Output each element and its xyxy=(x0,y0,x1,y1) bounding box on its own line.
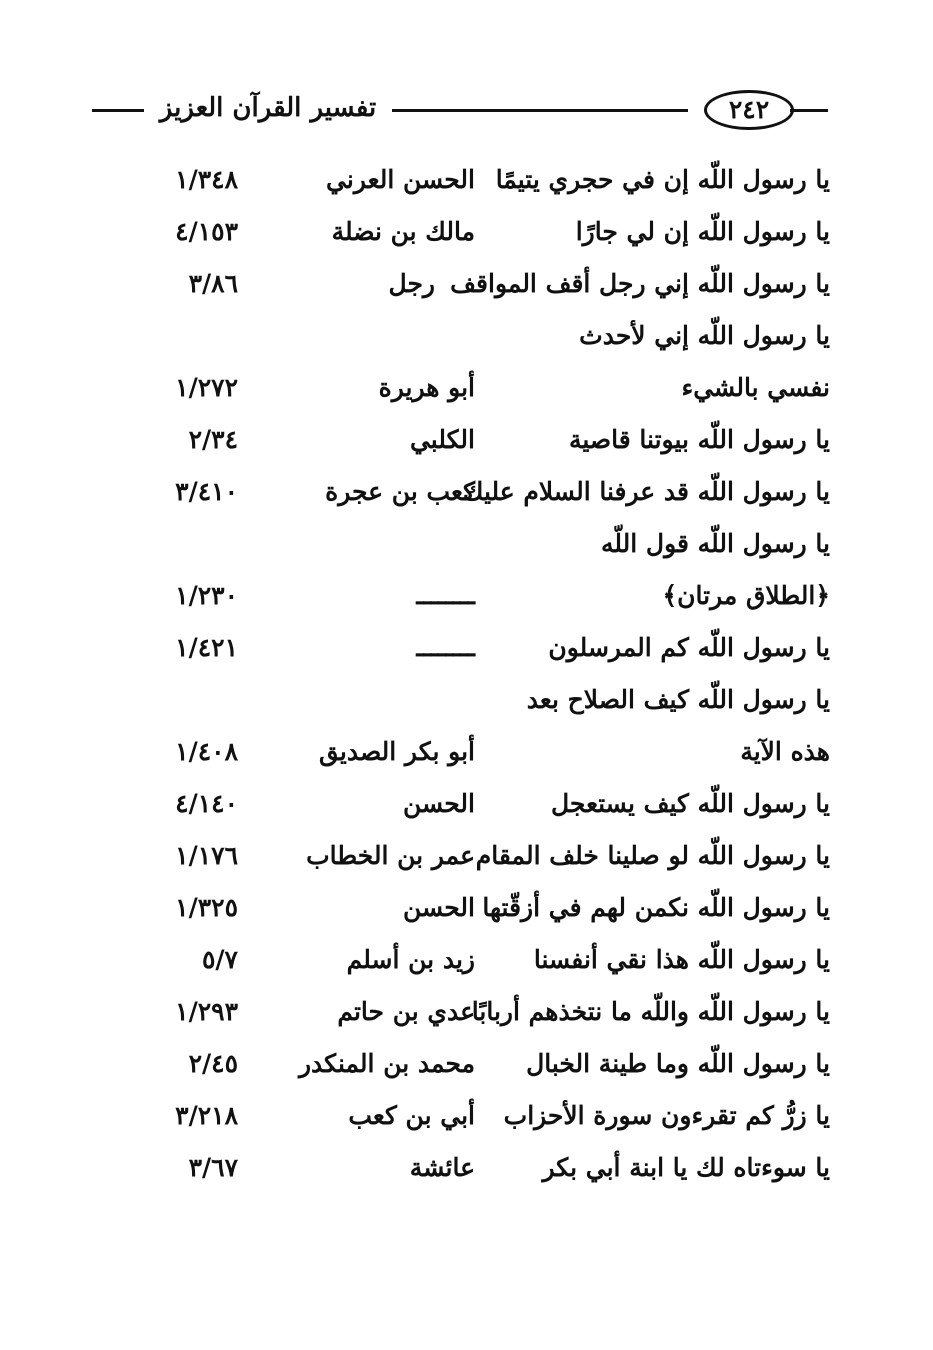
entry-phrase: يا رسول اللّه إني لأحدث xyxy=(579,321,830,350)
entry-phrase: يا رسول اللّه قول اللّه xyxy=(600,529,830,558)
index-entry xyxy=(0,882,933,934)
entry-phrase: يا زرُّ كم تقرءون سورة الأحزاب xyxy=(503,1101,830,1130)
entry-reference: ٣/٨٦ xyxy=(188,269,238,298)
index-entry xyxy=(0,1142,933,1194)
index-entries xyxy=(0,154,933,1194)
entry-phrase: يا رسول اللّه وما طينة الخبال xyxy=(526,1049,830,1078)
entry-reference: ١/٢٣٠ xyxy=(175,581,238,610)
index-entry xyxy=(0,1090,933,1142)
entry-reference: ١/٢٧٢ xyxy=(175,373,238,402)
entry-phrase: يا رسول اللّه بيوتنا قاصية xyxy=(568,425,830,454)
entry-reference: ٤/١٤٠ xyxy=(175,789,238,818)
entry-reference: ٣/٤١٠ xyxy=(175,477,238,506)
index-entry xyxy=(0,206,933,258)
entry-reference: ١/٣٢٥ xyxy=(175,893,238,922)
entry-phrase: هذه الآية xyxy=(740,737,830,766)
entry-reference: ١/١٧٦ xyxy=(175,841,238,870)
entry-phrase: يا رسول اللّه قد عرفنا السلام عليك xyxy=(462,477,830,506)
running-title: تفسير القرآن العزيز xyxy=(159,93,377,123)
entry-reference: ١/٣٤٨ xyxy=(175,165,238,194)
entry-narrator: ــــــــ xyxy=(416,581,475,610)
entry-narrator: عمر بن الخطاب xyxy=(306,841,475,870)
entry-reference: ٢/٣٤ xyxy=(188,425,238,454)
entry-narrator: الحسن xyxy=(402,789,475,818)
entry-phrase: يا رسول اللّه لو صلينا خلف المقام xyxy=(475,841,830,870)
entry-reference: ٣/٦٧ xyxy=(188,1153,238,1182)
entry-narrator: الحسن العرني xyxy=(326,165,475,194)
entry-phrase: يا رسول اللّه نكمن لهم في أزقّتها xyxy=(482,893,830,922)
entry-narrator: الكلبي xyxy=(409,425,475,454)
entry-reference: ١/٢٩٣ xyxy=(175,997,238,1026)
index-entry xyxy=(0,154,933,206)
entry-narrator: الحسن xyxy=(402,893,475,922)
entry-reference: ٥/٧ xyxy=(202,945,238,974)
entry-reference: ٤/١٥٣ xyxy=(175,217,238,246)
entry-narrator: مالك بن نضلة xyxy=(331,217,475,246)
entry-narrator: محمد بن المنكدر xyxy=(298,1049,475,1078)
header-rule-middle xyxy=(392,109,688,112)
entry-phrase: نفسي بالشيء xyxy=(681,373,830,402)
entry-phrase: ﴿الطلاق مرتان﴾ xyxy=(662,581,830,610)
index-entry xyxy=(0,778,933,830)
entry-phrase: يا رسول اللّه إن في حجري يتيمًا xyxy=(495,165,830,194)
entry-narrator: كعب بن عجرة xyxy=(325,477,475,506)
header-rule-right xyxy=(790,109,828,112)
entry-narrator: أبي بن كعب xyxy=(348,1101,475,1130)
entry-reference: ٢/٤٥ xyxy=(188,1049,238,1078)
entry-phrase: يا رسول اللّه إن لي جارًا xyxy=(575,217,830,246)
entry-reference: ١/٤٢١ xyxy=(175,633,238,662)
entry-phrase: يا رسول اللّه هذا نقي أنفسنا xyxy=(533,945,830,974)
page-header xyxy=(0,82,933,142)
entry-narrator: أبو بكر الصديق xyxy=(319,737,475,766)
entry-narrator: رجل xyxy=(388,269,435,298)
index-entry xyxy=(0,362,933,414)
index-entry xyxy=(0,414,933,466)
entry-phrase: يا رسول اللّه إني رجل أقف المواقف xyxy=(450,269,830,298)
index-entry xyxy=(0,310,933,362)
page-number: ٢٤٢ xyxy=(704,90,794,130)
entry-narrator: أبو هريرة xyxy=(378,373,475,402)
entry-reference: ٣/٢١٨ xyxy=(175,1101,238,1130)
index-entry xyxy=(0,986,933,1038)
entry-reference: ١/٤٠٨ xyxy=(175,737,238,766)
entry-phrase: يا رسول اللّه واللّه ما نتخذهم أربابًا xyxy=(471,997,830,1026)
index-entry xyxy=(0,726,933,778)
entry-phrase: يا رسول اللّه كم المرسلون xyxy=(548,633,830,662)
index-entry xyxy=(0,934,933,986)
index-entry xyxy=(0,674,933,726)
entry-narrator: عائشة xyxy=(409,1153,475,1182)
entry-narrator: عدي بن حاتم xyxy=(337,997,475,1026)
index-entry xyxy=(0,466,933,518)
entry-phrase: يا رسول اللّه كيف الصلاح بعد xyxy=(526,685,830,714)
entry-phrase: يا رسول اللّه كيف يستعجل xyxy=(551,789,830,818)
index-entry xyxy=(0,622,933,674)
header-rule-left xyxy=(92,109,144,112)
entry-narrator: زيد بن أسلم xyxy=(346,945,475,974)
index-entry xyxy=(0,518,933,570)
index-entry xyxy=(0,1038,933,1090)
index-entry xyxy=(0,570,933,622)
index-entry xyxy=(0,830,933,882)
entry-narrator: ــــــــ xyxy=(416,633,475,662)
index-entry xyxy=(0,258,933,310)
entry-phrase: يا سوءتاه لك يا ابنة أبي بكر xyxy=(542,1153,830,1182)
